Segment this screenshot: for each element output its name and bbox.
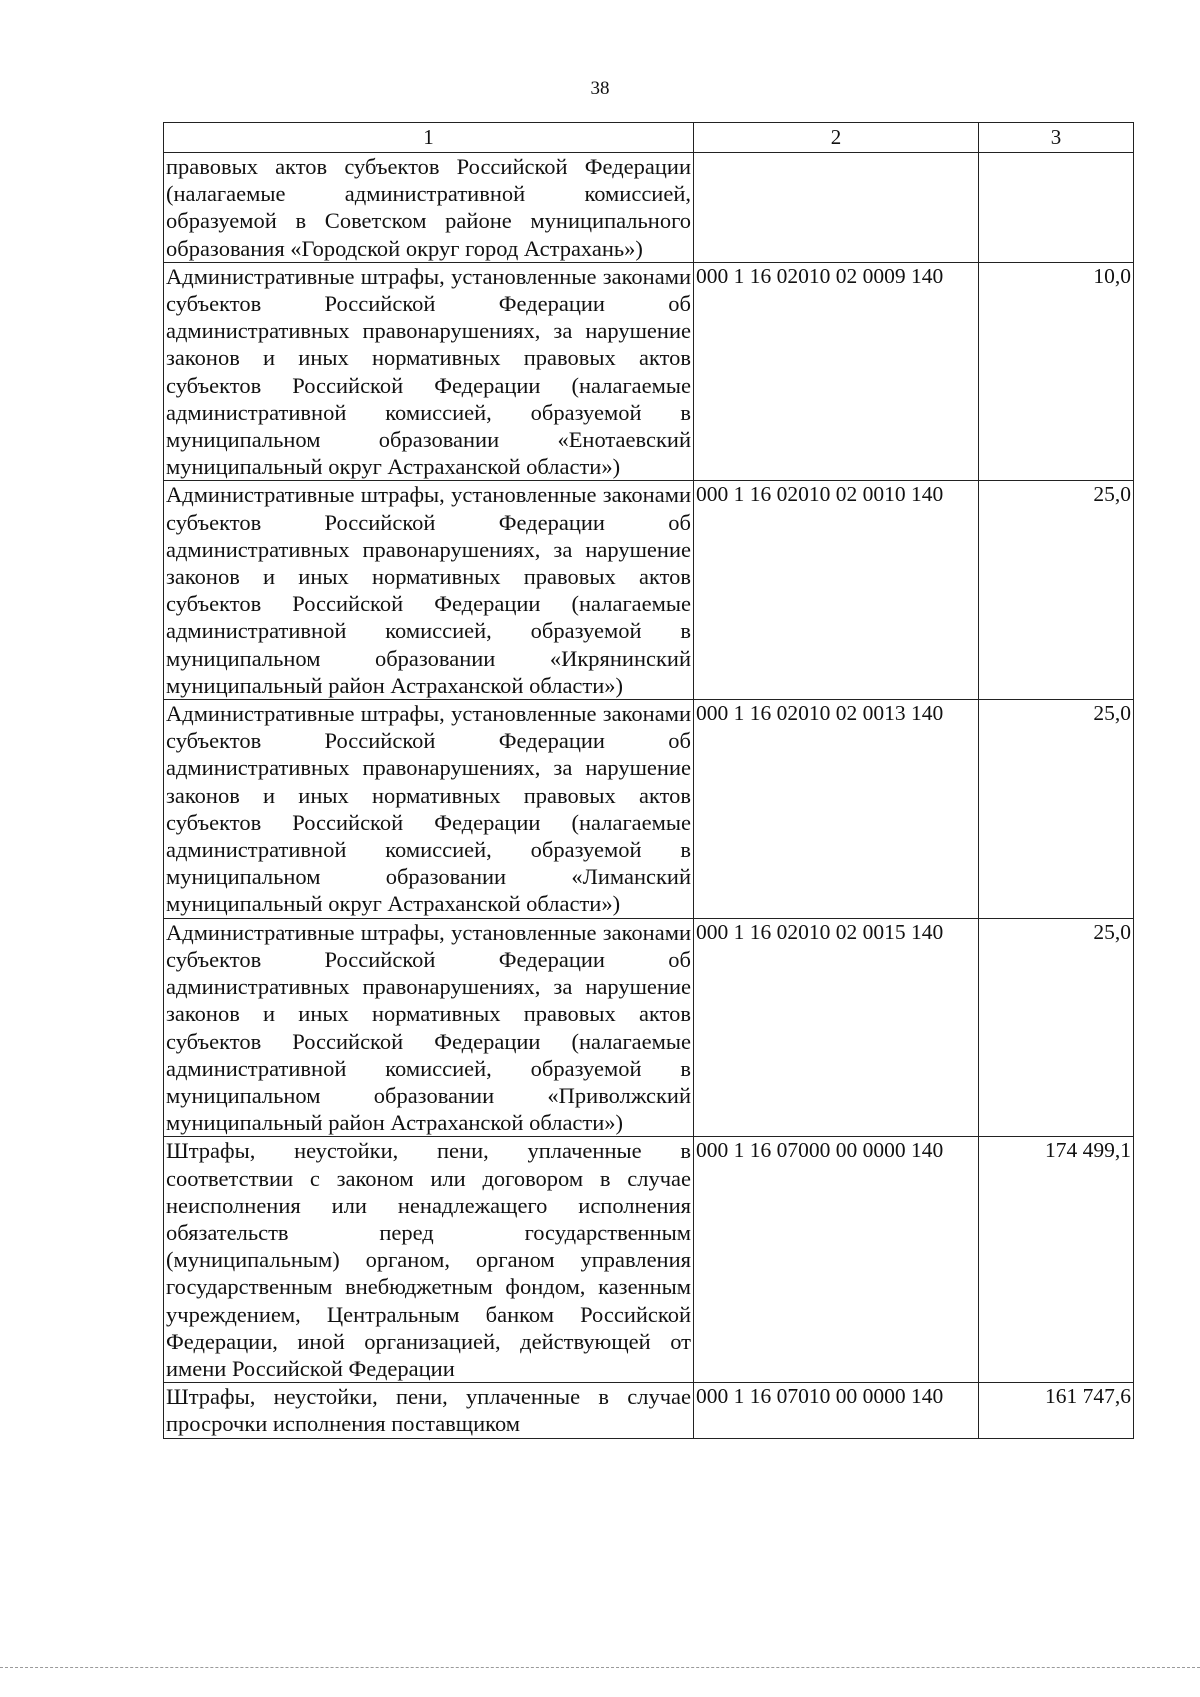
revenue-table — [163, 122, 1134, 1439]
row-code — [694, 153, 979, 263]
row-description: Административные штрафы, установленные законами субъектов Российской Федерации об административных правонарушениях, за нарушение законов и иных нормативных правовых актов субъектов Российской Федерации (налагаемые административной комиссией, образуемой в муниципальном образовании «Приволжский муниципальный район Астраханской области») — [164, 918, 694, 1137]
table-header-row — [164, 123, 1134, 153]
column-header-2: 2 — [694, 123, 979, 153]
scan-edge-line — [0, 1667, 1200, 1668]
column-header-1: 1 — [164, 123, 694, 153]
table-row — [164, 481, 1134, 700]
row-amount: 174 499,1 — [979, 1137, 1134, 1383]
row-code: 000 1 16 07010 00 0000 140 — [694, 1383, 979, 1438]
row-code: 000 1 16 07000 00 0000 140 — [694, 1137, 979, 1383]
row-amount: 25,0 — [979, 918, 1134, 1137]
row-description: Штрафы, неустойки, пени, уплаченные в случае просрочки исполнения поставщиком — [164, 1383, 694, 1438]
row-description: Административные штрафы, установленные законами субъектов Российской Федерации об административных правонарушениях, за нарушение законов и иных нормативных правовых актов субъектов Российской Федерации (налагаемые административной комиссией, образуемой в муниципальном образовании «Енотаевский муниципальный округ Астраханской области») — [164, 262, 694, 481]
table-row — [164, 262, 1134, 481]
row-amount: 25,0 — [979, 700, 1134, 919]
table-row — [164, 1383, 1134, 1438]
row-amount — [979, 153, 1134, 263]
table-row — [164, 700, 1134, 919]
row-amount: 10,0 — [979, 262, 1134, 481]
table-row — [164, 918, 1134, 1137]
table-row — [164, 153, 1134, 263]
row-description: Штрафы, неустойки, пени, уплаченные в соответствии с законом или договором в случае неисполнения или ненадлежащего исполнения обязательств перед государственным (муниципальным) органом, органом управления государственным внебюджетным фондом, казенным учреждением, Центральным банком Российской Федерации, иной организацией, действующей от имени Российской Федерации — [164, 1137, 694, 1383]
row-code: 000 1 16 02010 02 0013 140 — [694, 700, 979, 919]
row-code: 000 1 16 02010 02 0009 140 — [694, 262, 979, 481]
row-amount: 25,0 — [979, 481, 1134, 700]
column-header-3: 3 — [979, 123, 1134, 153]
page-number: 38 — [590, 78, 610, 99]
table-row — [164, 1137, 1134, 1383]
row-amount: 161 747,6 — [979, 1383, 1134, 1438]
row-description: Административные штрафы, установленные законами субъектов Российской Федерации об административных правонарушениях, за нарушение законов и иных нормативных правовых актов субъектов Российской Федерации (налагаемые административной комиссией, образуемой в муниципальном образовании «Лиманский муниципальный округ Астраханской области») — [164, 700, 694, 919]
row-code: 000 1 16 02010 02 0015 140 — [694, 918, 979, 1137]
row-description: Административные штрафы, установленные законами субъектов Российской Федерации об административных правонарушениях, за нарушение законов и иных нормативных правовых актов субъектов Российской Федерации (налагаемые административной комиссией, образуемой в муниципальном образовании «Икрянинский муниципальный район Астраханской области») — [164, 481, 694, 700]
row-code: 000 1 16 02010 02 0010 140 — [694, 481, 979, 700]
row-description: правовых актов субъектов Российской Федерации (налагаемые административной комиссией, образуемой в Советском районе муниципального образования «Городской округ город Астрахань») — [164, 153, 694, 263]
